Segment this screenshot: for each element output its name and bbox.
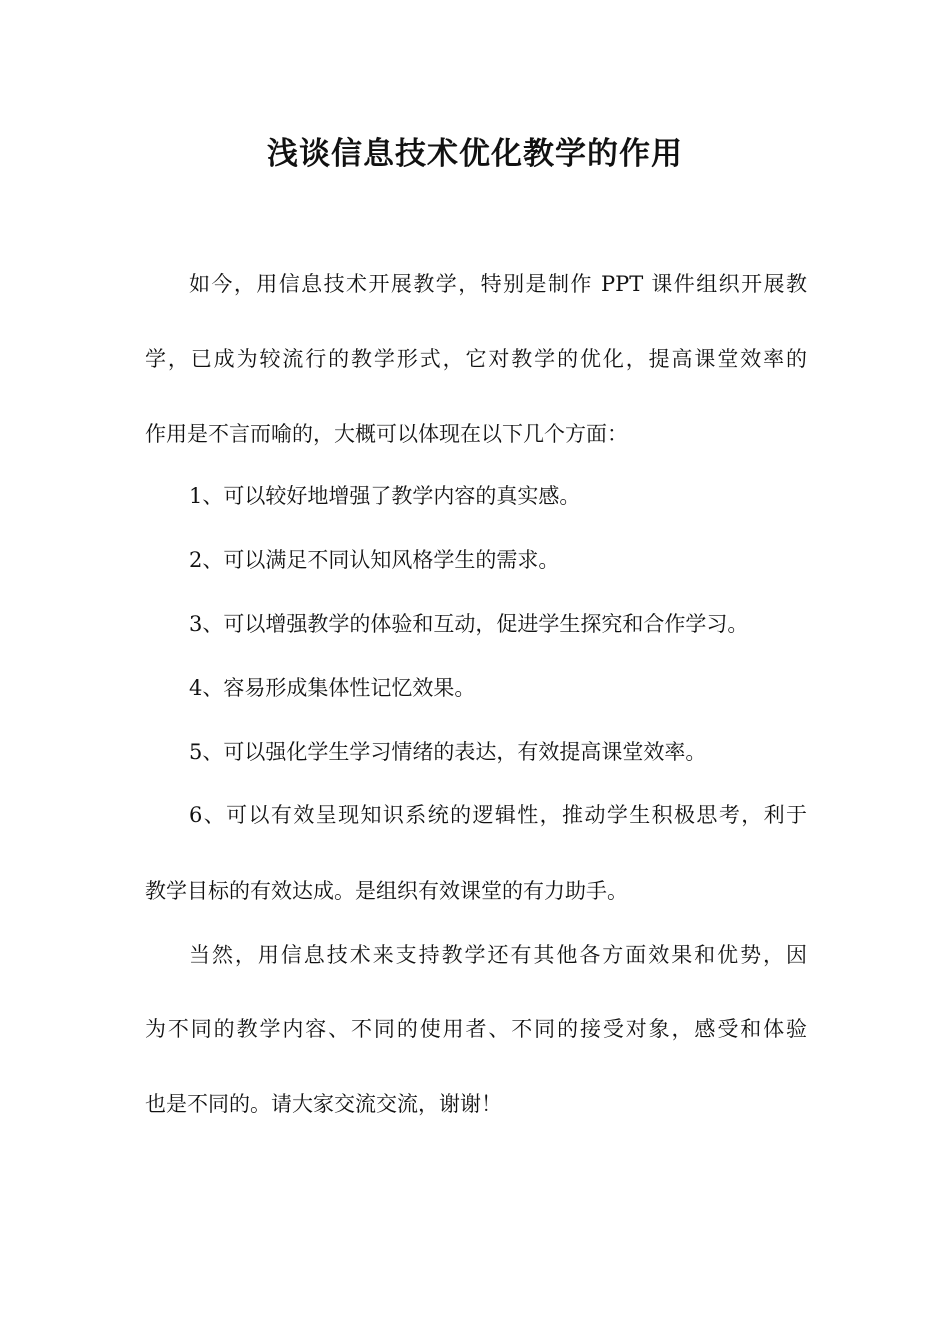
conclusion-line-2: 为不同的教学内容、不同的使用者、不同的接受对象，感受和体验 <box>145 1017 807 1041</box>
list-item-3: 3、可以增强教学的体验和互动，促进学生探究和合作学习。 <box>189 612 749 636</box>
list-item-1: 1、可以较好地增强了教学内容的真实感。 <box>189 484 581 508</box>
list-item-6-continuation: 教学目标的有效达成。是组织有效课堂的有力助手。 <box>145 879 628 903</box>
list-item-4: 4、容易形成集体性记忆效果。 <box>189 676 476 700</box>
conclusion-line-1: 当然，用信息技术来支持教学还有其他各方面效果和优势，因 <box>189 943 807 967</box>
intro-line-1: 如今，用信息技术开展教学，特别是制作 PPT 课件组织开展教 <box>189 272 807 296</box>
list-item-6: 6、可以有效呈现知识系统的逻辑性，推动学生积极思考，利于 <box>189 803 807 827</box>
intro-line-2: 学，已成为较流行的教学形式，它对教学的优化，提高课堂效率的 <box>145 347 807 371</box>
list-item-5: 5、可以强化学生学习情绪的表达，有效提高课堂效率。 <box>189 740 707 764</box>
list-item-2: 2、可以满足不同认知风格学生的需求。 <box>189 548 560 572</box>
intro-line-3: 作用是不言而喻的，大概可以体现在以下几个方面： <box>145 422 628 446</box>
document-title: 浅谈信息技术优化教学的作用 <box>267 136 683 172</box>
conclusion-line-3: 也是不同的。请大家交流交流，谢谢！ <box>145 1092 502 1116</box>
